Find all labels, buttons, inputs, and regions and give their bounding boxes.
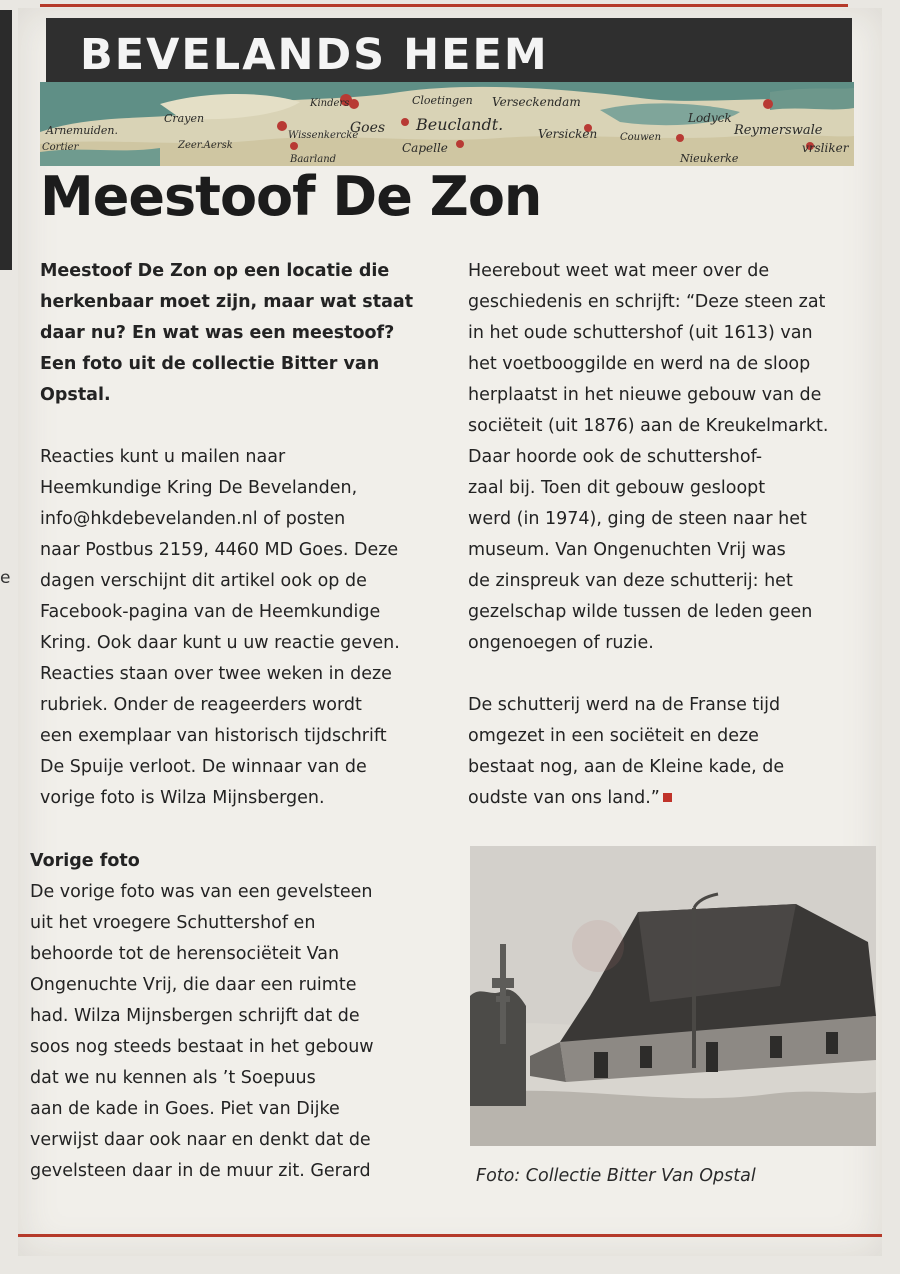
map-label: Capelle	[402, 141, 448, 155]
body-line: geschiedenis en schrijft: “Deze steen zat	[468, 292, 826, 312]
body-line: De Spuije verloot. De winnaar van de	[40, 757, 367, 777]
top-rule	[40, 4, 848, 7]
bottom-rule	[18, 1234, 882, 1237]
body-line: Facebook-pagina van de Heemkundige	[40, 602, 381, 622]
body-line: gezelschap wilde tussen de leden geen	[468, 602, 813, 622]
map-label: Wissenkercke	[288, 130, 359, 141]
map-label: Goes	[350, 120, 386, 136]
lead-line: daar nu? En wat was een meestoof?	[40, 323, 395, 343]
bleed-through-text	[560, 168, 588, 250]
body-line: Heerebout weet wat meer over de	[468, 261, 770, 281]
body-line: werd (in 1974), ging de steen naar het	[468, 509, 807, 529]
map-label: Versicken	[538, 127, 598, 141]
body-line: in het oude schuttershof (uit 1613) van	[468, 323, 813, 343]
body-line: ongenoegen of ruzie.	[468, 633, 654, 653]
article-column-right	[468, 256, 868, 814]
map-label: Arnemuiden.	[46, 124, 118, 137]
section-header	[46, 18, 852, 88]
map-label: Couwen	[620, 132, 662, 143]
thatched-barn-photo-icon	[470, 846, 876, 1146]
history-paragraph	[468, 256, 868, 659]
article-lead	[40, 256, 460, 411]
conclusion-paragraph	[468, 690, 868, 814]
lead-line: Meestoof De Zon op een locatie die	[40, 261, 390, 281]
lead-line: herkenbaar moet zijn, maar wat staat	[40, 292, 414, 312]
historic-photo	[470, 846, 876, 1146]
body-line: Ongenuchte Vrij, die daar een ruimte	[30, 975, 357, 995]
body-line: bestaat nog, aan de Kleine kade, de	[468, 757, 785, 777]
adjacent-article-edge	[0, 10, 12, 270]
previous-photo-section	[30, 846, 450, 1187]
map-label: Zeer.Aersk	[178, 140, 233, 151]
body-line: Kring. Ook daar kunt u uw reactie geven.	[40, 633, 400, 653]
map-label: Verseckendam	[492, 95, 581, 109]
adjacent-article-letter: e	[0, 568, 11, 588]
map-label: Nieukerke	[680, 152, 739, 165]
body-line: het voetbooggilde en werd na de sloop	[468, 354, 811, 374]
body-line: naar Postbus 2159, 4460 MD Goes. Deze	[40, 540, 399, 560]
body-line: dagen verschijnt dit artikel ook op de	[40, 571, 367, 591]
body-line: Reacties staan over twee weken in deze	[40, 664, 392, 684]
body-line-text: oudste van ons land.”	[468, 788, 660, 808]
reactions-paragraph	[40, 442, 460, 814]
previous-photo-heading: Vorige foto	[30, 851, 140, 871]
body-line: De schutterij werd na de Franse tijd	[468, 695, 781, 715]
section-title: BEVELANDS HEEM	[80, 30, 549, 80]
body-line: Heemkundige Kring De Bevelanden,	[40, 478, 358, 498]
article-column-left	[40, 256, 460, 814]
end-of-article-mark-icon	[663, 793, 672, 802]
header-map-banner	[40, 82, 854, 166]
map-label: Cloetingen	[412, 94, 473, 107]
body-line: Reacties kunt u mailen naar	[40, 447, 286, 467]
map-label: Baarland	[290, 154, 337, 165]
body-line: vorige foto is Wilza Mijnsbergen.	[40, 788, 325, 808]
photo-caption: Foto: Collectie Bitter Van Opstal	[476, 1166, 756, 1186]
body-line: zaal bij. Toen dit gebouw gesloopt	[468, 478, 766, 498]
body-line: verwijst daar ook naar en denkt dat de	[30, 1130, 371, 1150]
article-headline: Meestoof De Zon	[40, 165, 542, 228]
body-line: de zinspreuk van deze schutterij: het	[468, 571, 793, 591]
body-line: soos nog steeds bestaat in het gebouw	[30, 1037, 374, 1057]
body-line: een exemplaar van historisch tijdschrift	[40, 726, 387, 746]
body-line: had. Wilza Mijnsbergen schrijft dat de	[30, 1006, 360, 1026]
map-label: Beuclandt.	[416, 115, 504, 134]
body-line: omgezet in een sociëteit en deze	[468, 726, 759, 746]
body-line: herplaatst in het nieuwe gebouw van de	[468, 385, 822, 405]
body-line: behoorde tot de herensociëteit Van	[30, 944, 340, 964]
body-line: museum. Van Ongenuchten Vrij was	[468, 540, 786, 560]
map-label: Cortier	[42, 142, 79, 153]
body-line: sociëteit (uit 1876) aan de Kreukelmarkt.	[468, 416, 829, 436]
map-label: Lodyck	[688, 111, 732, 125]
body-line: gevelsteen daar in de muur zit. Gerard	[30, 1161, 371, 1181]
map-label: Kinders	[310, 98, 350, 109]
map-label: Reymerswale	[734, 123, 823, 138]
old-map-image	[40, 82, 854, 166]
lead-line: Opstal.	[40, 385, 111, 405]
body-line: De vorige foto was van een gevelsteen	[30, 882, 373, 902]
body-line: rubriek. Onder de reageerders wordt	[40, 695, 362, 715]
body-line: aan de kade in Goes. Piet van Dijke	[30, 1099, 340, 1119]
body-line: Daar hoorde ook de schuttershof-	[468, 447, 763, 467]
lead-line: Een foto uit de collectie Bitter van	[40, 354, 380, 374]
body-line: uit het vroegere Schuttershof en	[30, 913, 316, 933]
previous-photo-paragraph	[30, 877, 450, 1187]
body-line: dat we nu kennen als ’t Soepuus	[30, 1068, 316, 1088]
map-label: Crayen	[164, 112, 205, 125]
body-line-last	[468, 783, 868, 814]
map-label: vrsliker	[802, 141, 849, 155]
email-address-line[interactable]: info@hkdebevelanden.nl of posten	[40, 509, 346, 529]
